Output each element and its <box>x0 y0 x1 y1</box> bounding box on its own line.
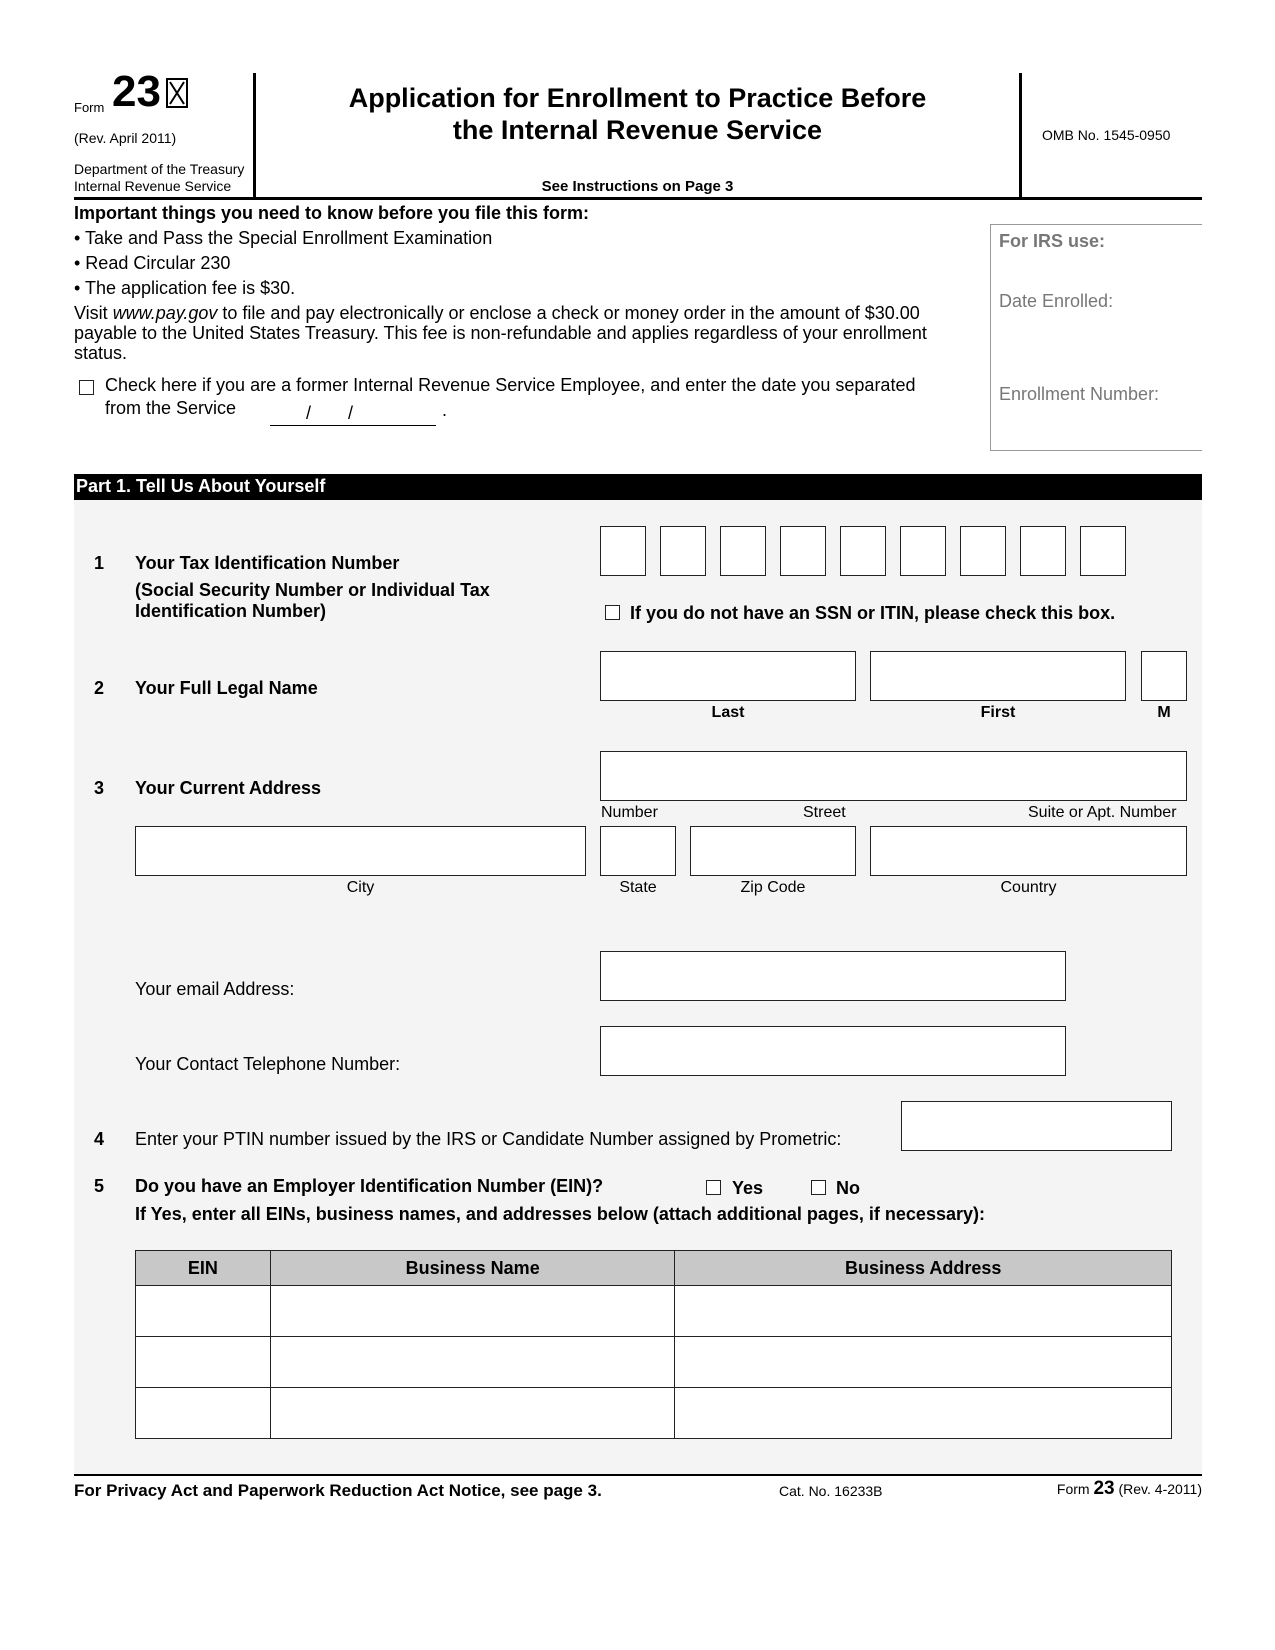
footer-revision: (Rev. 4-2011) <box>1118 1481 1202 1497</box>
footer-rule <box>74 1474 1202 1476</box>
middle-initial-field[interactable] <box>1141 651 1187 701</box>
intro-heading: Important things you need to know before you file this form: <box>74 203 590 223</box>
ein-table <box>135 1250 1172 1439</box>
former-employee-line-1: Check here if you are a former Internal Revenue Service Employee, and enter the date you separated <box>105 375 916 395</box>
ein-cell[interactable] <box>136 1388 271 1439</box>
instructions-note: See Instructions on Page 3 <box>541 178 734 195</box>
phone-field[interactable] <box>600 1026 1066 1076</box>
street-address-field[interactable] <box>600 751 1187 801</box>
country-caption: Country <box>1000 879 1057 896</box>
department-line-2: Internal Revenue Service <box>74 178 232 194</box>
street-caption: Street <box>803 804 846 821</box>
ein-yes-checkbox[interactable] <box>706 1180 721 1195</box>
zip-code-caption: Zip Code <box>740 879 806 896</box>
table-row <box>136 1388 1172 1439</box>
form-title <box>260 82 1015 146</box>
q1-sub-2: Identification Number) <box>135 601 327 621</box>
department-line-1: Department of the Treasury <box>74 161 245 177</box>
bullet-exam: • Take and Pass the Special Enrollment Examination <box>74 228 493 248</box>
q1-sub-1: (Social Security Number or Individual Tax <box>135 580 490 600</box>
number-caption: Number <box>601 804 658 821</box>
visit-prefix: Visit <box>74 303 113 323</box>
tin-digit-box[interactable] <box>780 526 826 576</box>
tin-digit-box[interactable] <box>600 526 646 576</box>
city-caption: City <box>346 879 375 896</box>
part1-title: Part 1. Tell Us About Yourself <box>76 476 326 496</box>
q2-label: Your Full Legal Name <box>135 678 318 698</box>
middle-initial-caption: M <box>1157 704 1171 721</box>
footer-form-word: Form <box>1056 1481 1090 1497</box>
revision-date: (Rev. April 2011) <box>74 130 177 146</box>
enrollment-number-label: Enrollment Number: <box>999 384 1160 404</box>
form-title-line-2: the Internal Revenue Service <box>452 115 823 145</box>
city-field[interactable] <box>135 826 586 876</box>
catalog-number: Cat. No. 16233B <box>779 1483 883 1499</box>
part1-header-bar <box>74 474 1202 500</box>
q3-label: Your Current Address <box>135 778 322 798</box>
business-name-cell[interactable] <box>270 1286 675 1337</box>
last-name-caption: Last <box>711 704 745 721</box>
last-name-field[interactable] <box>600 651 856 701</box>
zip-code-field[interactable] <box>690 826 856 876</box>
ein-table-header <box>136 1251 1172 1286</box>
footer-form-number: 23 <box>1093 1478 1115 1499</box>
former-employee-line-2: from the Service <box>105 398 237 418</box>
state-field[interactable] <box>600 826 676 876</box>
business-address-cell[interactable] <box>675 1286 1172 1337</box>
q5-label: Do you have an Employer Identification Number (EIN)? <box>135 1176 604 1196</box>
irs-use-title: For IRS use: <box>999 231 1106 251</box>
no-ssn-label: If you do not have an SSN or ITIN, please check this box. <box>630 603 1116 623</box>
ein-no-label: No <box>836 1178 860 1198</box>
ptin-field[interactable] <box>901 1101 1172 1151</box>
business-name-cell[interactable] <box>270 1388 675 1439</box>
email-label: Your email Address: <box>135 979 295 999</box>
ein-cell[interactable] <box>136 1286 271 1337</box>
tin-digit-box[interactable] <box>900 526 946 576</box>
suite-caption: Suite or Apt. Number <box>1028 804 1177 821</box>
email-field[interactable] <box>600 951 1066 1001</box>
first-name-caption: First <box>980 704 1016 721</box>
form-title-line-1: Application for Enrollment to Practice Before <box>348 83 927 113</box>
business-address-column-header: Business Address <box>675 1251 1172 1286</box>
separation-date-field[interactable] <box>270 403 436 426</box>
tin-digit-box[interactable] <box>840 526 886 576</box>
ein-column-header: EIN <box>136 1251 271 1286</box>
visit-rest: to file and pay electronically or enclose a check or money order in the amount of $30.00 <box>217 303 920 323</box>
date-period: . <box>442 400 448 420</box>
q5-number: 5 <box>94 1176 105 1196</box>
date-slash-1: / <box>306 403 312 423</box>
business-name-column-header: Business Name <box>270 1251 675 1286</box>
visit-line-2: payable to the United States Treasury. This fee is non-refundable and applies regardless of your enrollment <box>74 323 927 343</box>
state-caption: State <box>619 879 657 896</box>
form-word: Form <box>74 100 105 115</box>
header-divider-left <box>253 73 256 198</box>
irs-use-box <box>990 224 1202 451</box>
q4-label: Enter your PTIN number issued by the IRS or Candidate Number assigned by Prometric: <box>135 1129 842 1149</box>
table-row <box>136 1337 1172 1388</box>
table-row <box>136 1286 1172 1337</box>
bullet-fee: • The application fee is $30. <box>74 278 296 298</box>
business-name-cell[interactable] <box>270 1337 675 1388</box>
header-divider-right <box>1019 73 1022 198</box>
q1-label: Your Tax Identification Number <box>135 553 400 573</box>
q1-number: 1 <box>94 553 105 573</box>
footer-form-id <box>1057 1478 1202 1500</box>
tin-digit-box[interactable] <box>1080 526 1126 576</box>
privacy-notice: For Privacy Act and Paperwork Reduction Act Notice, see page 3. <box>74 1481 602 1500</box>
date-slash-2: / <box>348 403 354 423</box>
date-enrolled-label: Date Enrolled: <box>999 291 1114 311</box>
tin-digit-box[interactable] <box>720 526 766 576</box>
former-employee-checkbox[interactable] <box>79 380 94 395</box>
q3-number: 3 <box>94 778 105 798</box>
omb-number: OMB No. 1545-0950 <box>1042 127 1171 143</box>
visit-line-1 <box>74 303 920 324</box>
header-rule <box>74 197 1202 200</box>
no-ssn-checkbox[interactable] <box>605 605 620 620</box>
q4-number: 4 <box>94 1129 105 1149</box>
q2-number: 2 <box>94 678 105 698</box>
business-address-cell[interactable] <box>675 1388 1172 1439</box>
tin-digit-box[interactable] <box>960 526 1006 576</box>
tin-digit-box[interactable] <box>1020 526 1066 576</box>
pay-gov-link[interactable]: www.pay.gov <box>112 303 218 323</box>
ein-yes-label: Yes <box>732 1178 764 1198</box>
bullet-circular: • Read Circular 230 <box>74 253 231 273</box>
q5-instruction: If Yes, enter all EINs, business names, and addresses below (attach additional pages, if necessary): <box>135 1204 985 1224</box>
tin-digit-box[interactable] <box>660 526 706 576</box>
first-name-field[interactable] <box>870 651 1126 701</box>
ein-no-checkbox[interactable] <box>811 1180 826 1195</box>
phone-label: Your Contact Telephone Number: <box>135 1054 401 1074</box>
country-field[interactable] <box>870 826 1187 876</box>
business-address-cell[interactable] <box>675 1337 1172 1388</box>
visit-line-3: status. <box>74 343 128 363</box>
ein-cell[interactable] <box>136 1337 271 1388</box>
form-number-box <box>166 78 188 108</box>
form-number: 23 <box>112 67 161 116</box>
